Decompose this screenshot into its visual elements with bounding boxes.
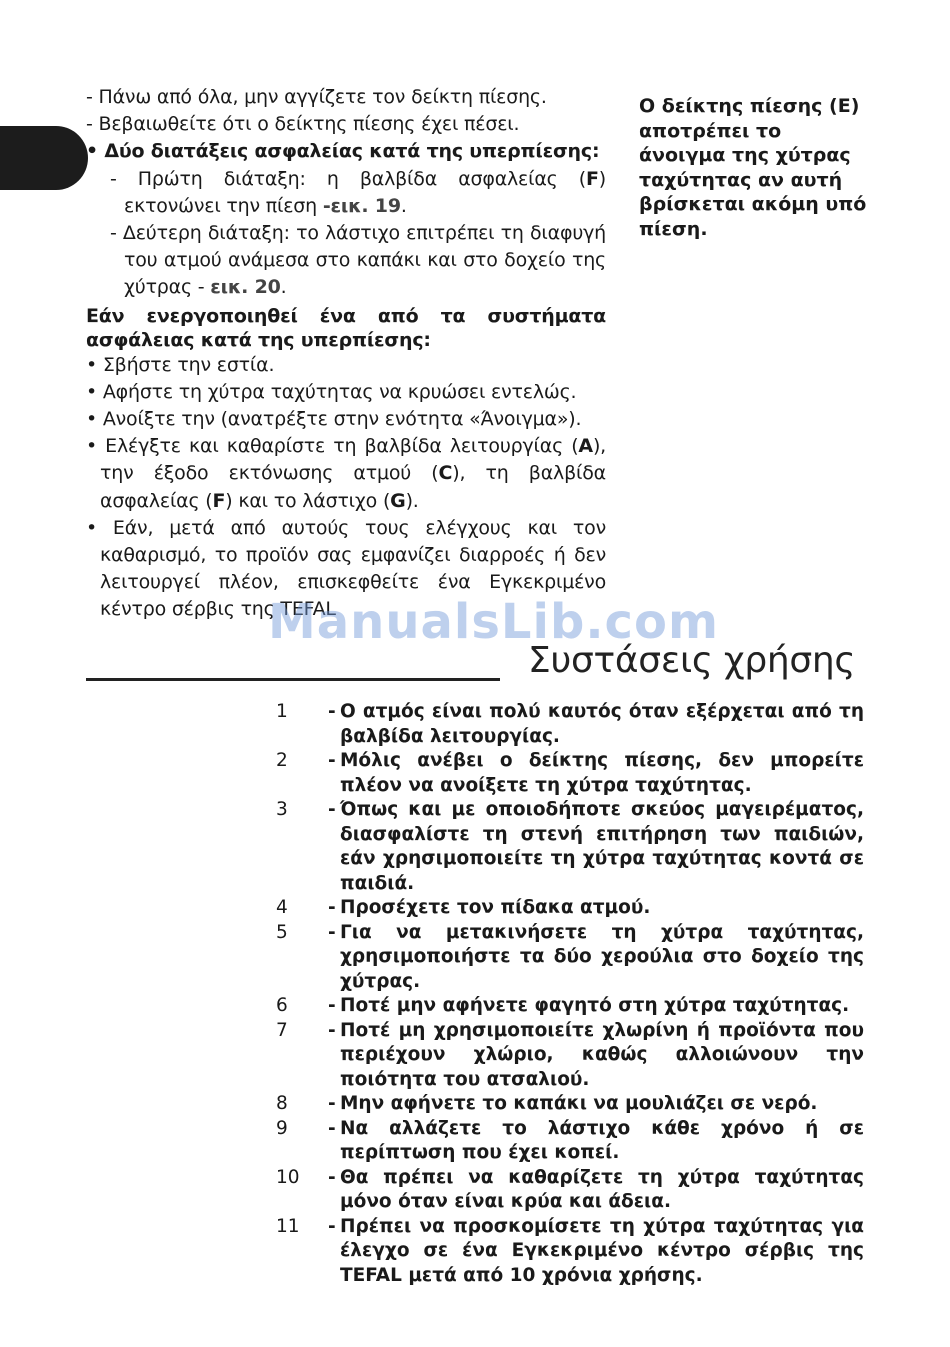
chapter-tab-marker xyxy=(0,126,88,190)
recommendation-dash: - xyxy=(328,1019,336,1041)
recommendation-dash: - xyxy=(328,799,336,820)
recommendation-dash: - xyxy=(328,1093,336,1114)
recommendation-dash: - xyxy=(328,1215,336,1237)
recommendation-text: Μην αφήνετε το καπάκι να μουλιάζει σε νερό. xyxy=(340,1093,818,1114)
recommendation-number: 4 xyxy=(276,897,288,918)
bullet-cool-down: • Αφήστε τη χύτρα ταχύτητας να κρυώσει εντελώς. xyxy=(86,380,577,403)
recommendation-dash: - xyxy=(328,750,336,771)
recommendation-number: 3 xyxy=(276,799,288,820)
recommendation-text: Ποτέ μη χρησιμοποιείτε χλωρίνη ή προϊόντα που περιέχουν χλώριο, καθώς αλλοιώνουν την ποιότητα του ατσαλιού. xyxy=(340,1019,864,1090)
recommendation-item xyxy=(276,1166,864,1215)
activated-heading: Εάν ενεργοποιηθεί ένα από τα συστήματα ασφάλειας κατά της υπερπίεσης: xyxy=(86,304,606,351)
recommendation-text: Θα πρέπει να καθαρίζετε τη χύτρα ταχύτητας μόνο όταν είναι κρύα και άδεια. xyxy=(340,1166,864,1212)
bullet-service-center: • Εάν, μετά από αυτούς τους ελέγχους και τον καθαρισμό, το προϊόν σας εμφανίζει διαρροές ή δεν λειτουργεί πλέον, επισκεφθείτε ένα Εγκεκριμένο κέντρο σέρβις της TEFAL xyxy=(86,516,606,621)
figure-ref-19: -εικ. 19 xyxy=(322,194,401,217)
watermark: ManualsLib.com xyxy=(268,594,719,650)
recommendation-number: 7 xyxy=(276,1019,288,1041)
recommendation-number: 11 xyxy=(276,1215,300,1237)
pressure-indicator-note: Ο δείκτης πίεσης (E) αποτρέπει το άνοιγμα της χύτρας ταχύτητας αν αυτή βρίσκεται ακόμη υπό πίεση. xyxy=(639,95,867,240)
line-do-not-touch: - Πάνω από όλα, μην αγγίζετε τον δείκτη πίεσης. xyxy=(86,86,547,108)
bullet-check-clean: • Ελέγξτε και καθαρίστε τη βαλβίδα λειτουργίας (A), την έξοδο εκτόνωσης ατμού (C), τη βαλβίδα ασφαλείας (F) και το λάστιχο (G). xyxy=(86,435,606,512)
recommendation-number: 6 xyxy=(276,995,288,1016)
recommendation-item xyxy=(276,921,864,995)
recommendation-item xyxy=(276,896,864,921)
second-device-text: - Δεύτερη διάταξη: το λάστιχο επιτρέπει τη διαφυγή του ατμού ανάμεσα στο καπάκι και στο δοχείο της χύτρας - εικ. 20. xyxy=(110,222,606,299)
recommendation-text: Να αλλάζετε το λάστιχο κάθε χρόνο ή σε περίπτωση που έχει κοπεί. xyxy=(340,1117,864,1163)
bullet-open: • Ανοίξτε την (ανατρέξτε στην ενότητα «Άνοιγμα»). xyxy=(86,408,582,431)
recommendation-item xyxy=(276,798,864,896)
recommendation-number: 1 xyxy=(276,701,288,722)
recommendation-item xyxy=(276,1092,864,1117)
safety-instructions-column xyxy=(86,84,606,624)
recommendation-item xyxy=(276,749,864,798)
recommendation-text: Προσέχετε τον πίδακα ατμού. xyxy=(340,897,651,918)
figure-ref-20: εικ. 20 xyxy=(210,276,281,299)
recommendation-number: 8 xyxy=(276,1093,288,1114)
recommendation-dash: - xyxy=(328,1117,336,1139)
section-rule xyxy=(86,678,500,681)
recommendation-number: 2 xyxy=(276,750,288,771)
overpressure-devices-heading: • Δύο διατάξεις ασφαλείας κατά της υπερπίεσης: xyxy=(86,140,600,163)
recommendation-dash: - xyxy=(328,897,336,918)
recommendation-dash: - xyxy=(328,701,336,722)
recommendation-number: 5 xyxy=(276,921,288,943)
recommendation-dash: - xyxy=(328,995,336,1016)
recommendation-text: Ποτέ μην αφήνετε φαγητό στη χύτρα ταχύτητας. xyxy=(340,995,850,1016)
section-title: Συστάσεις χρήσης xyxy=(528,640,856,681)
recommendation-text: Όπως και με οποιοδήποτε σκεύος μαγειρέματος, διασφαλίστε τη στενή επιτήρηση των παιδιών, εάν χρησιμοποιείτε τη χύτρα ταχύτητας κοντά σε παιδιά. xyxy=(340,799,864,894)
recommendation-dash: - xyxy=(328,921,336,943)
recommendation-item xyxy=(276,700,864,749)
recommendation-dash: - xyxy=(328,1166,336,1188)
recommendation-item xyxy=(276,1215,864,1289)
recommendation-item xyxy=(276,1019,864,1093)
bullet-turn-off: • Σβήστε την εστία. xyxy=(86,353,275,376)
first-device-text: - Πρώτη διάταξη: η βαλβίδα ασφαλείας (F) εκτονώνει την πίεση -εικ. 19. xyxy=(110,167,606,217)
recommendation-text: Πρέπει να προσκομίσετε τη χύτρα ταχύτητας για έλεγχο σε ένα Εγκεκριμένο κέντρο σέρβις της TEFAL μετά από 10 χρόνια χρήσης. xyxy=(340,1215,864,1286)
recommendation-text: Ο ατμός είναι πολύ καυτός όταν εξέρχεται από τη βαλβίδα λειτουργίας. xyxy=(340,701,864,747)
recommendation-text: Μόλις ανέβει ο δείκτης πίεσης, δεν μπορείτε πλέον να ανοίξετε τη χύτρα ταχύτητας. xyxy=(340,750,864,796)
recommendation-item xyxy=(276,1117,864,1166)
recommendation-number: 9 xyxy=(276,1117,288,1139)
recommendations-list xyxy=(276,700,864,1288)
recommendation-text: Για να μετακινήσετε τη χύτρα ταχύτητας, χρησιμοποιήστε τα δύο χερούλια στο δοχείο της χύτρας. xyxy=(340,921,864,992)
recommendation-number: 10 xyxy=(276,1166,300,1188)
recommendation-item xyxy=(276,994,864,1019)
line-check-indicator: - Βεβαιωθείτε ότι ο δείκτης πίεσης έχει πέσει. xyxy=(86,113,520,136)
